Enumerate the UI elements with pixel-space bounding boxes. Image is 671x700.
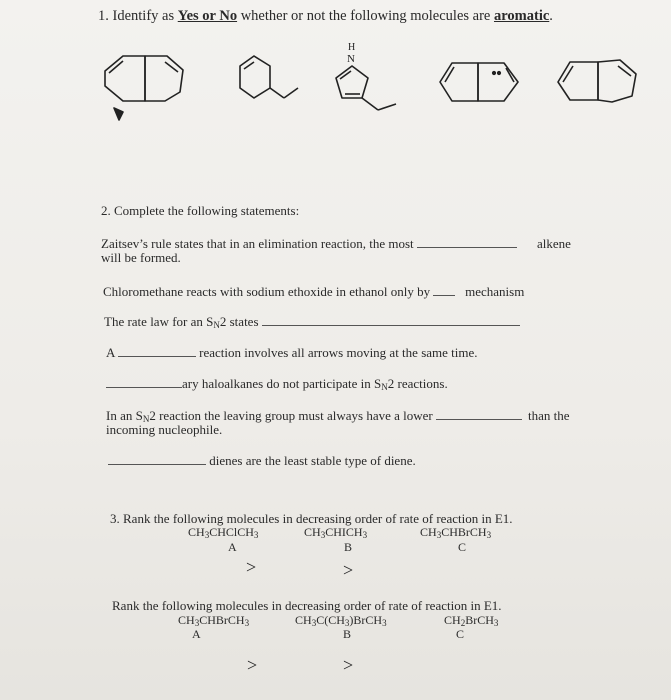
set2-letter-a: A [192,627,201,641]
set2-greater-than-1: > [247,655,258,675]
leaving-group-line2: incoming nucleophile. [106,422,223,437]
question-1-prompt: 1. Identify as Yes or No whether or not the following molecules are aromatic. [98,8,553,24]
rate-law-blank[interactable] [262,325,520,326]
set1-formula-c: $CH_3CHBrCH_3$ [420,525,492,540]
concerted-statement: A reaction involves all arrows moving at the same time. [106,345,478,360]
nitrogen-label: N [347,53,355,65]
question-3-title-2: Rank the following molecules in decreasing order of rate of reaction in E1. [112,598,502,613]
leaving-group-blank[interactable] [436,419,522,420]
molecule-1-bicyclic [95,50,190,130]
leaving-group-line1: In an $S_N2$ reaction the leaving group must always have a lower [106,408,522,424]
chloromethane-statement: Chloromethane reacts with sodium ethoxide in ethanol only by mechanism [103,284,525,299]
question-3-title: 3. Rank the following molecules in decreasing order of rate of reaction in E1. [110,511,513,526]
set2-formula-c: $CH_2BrCH_3$ [444,613,499,628]
set1-formula-a: $CH_3CHClCH_3$ [188,525,259,540]
set1-formula-b: $CH_3CHICH_3$ [304,525,368,540]
concerted-blank[interactable] [118,356,196,357]
zaitsev-blank[interactable] [417,247,517,248]
set1-greater-than-1: > [246,557,257,577]
zaitsev-statement-line2: will be formed. [101,250,181,265]
question-2-title: 2. Complete the following statements: [101,203,300,218]
set1-letter-c: C [458,540,467,554]
set1-letter-a: A [228,540,237,554]
set2-formula-b: $CH_3C(CH_3)BrCH_3$ [295,613,387,628]
set1-letter-b: B [344,540,353,554]
mechanism-blank[interactable] [433,295,455,296]
nh-hydrogen-label: H [348,42,356,53]
set2-letter-b: B [343,627,352,641]
set2-letter-c: C [456,627,465,641]
set2-greater-than-2: > [343,655,354,675]
rate-law-statement: The rate law for an $S_N2$ states [104,314,520,330]
molecule-2-vinyl-ring [228,52,303,112]
zaitsev-after-text: alkene [537,236,571,251]
haloalkane-blank[interactable] [106,387,182,388]
molecule-5-bicyclic [548,52,648,112]
set1-greater-than-2: > [343,560,354,580]
dienes-statement: dienes are the least stable type of diene. [108,453,416,469]
zaitsev-statement-line1: Zaitsev’s rule states that in an elimination reaction, the most [101,236,517,252]
haloalkane-statement: ary haloalkanes do not participate in $S_N2$ reactions. [106,376,448,392]
molecule-3-pyrrole [322,38,402,118]
leaving-group-after: than the [528,408,570,423]
set2-formula-a: $CH_3CHBrCH_3$ [178,613,250,628]
dienes-blank[interactable] [108,464,206,465]
molecule-4-fused-rings [432,55,527,115]
